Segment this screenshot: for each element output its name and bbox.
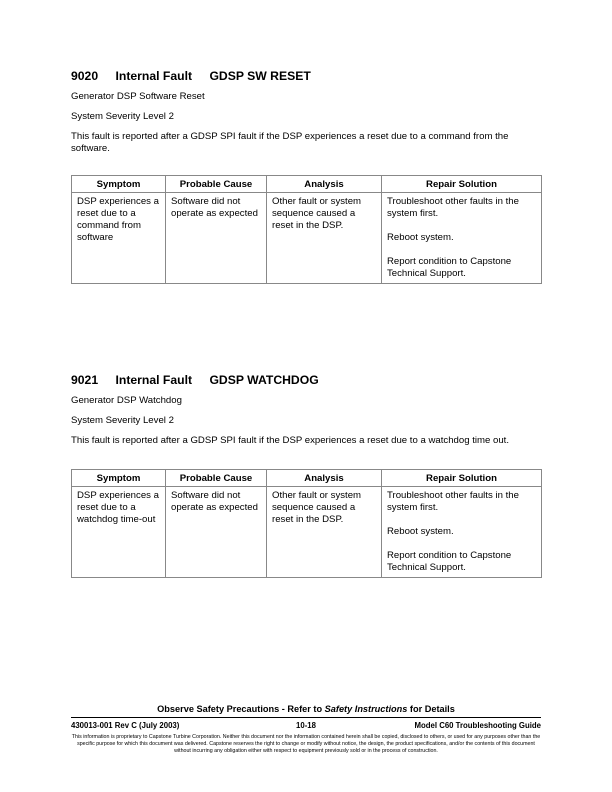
table-row — [72, 193, 542, 284]
fault-name: GDSP SW RESET — [209, 69, 311, 83]
cell-probable-cause: Software did not operate as expected — [166, 193, 267, 284]
safety-suffix: for Details — [407, 704, 455, 714]
header-symptom: Symptom — [72, 470, 166, 487]
safety-notice — [71, 704, 541, 714]
fault-description: Generator DSP Watchdog — [71, 395, 182, 406]
footer-divider — [71, 717, 541, 718]
fault-table — [71, 469, 542, 578]
header-probable-cause: Probable Cause — [166, 176, 267, 193]
fault-details: This fault is reported after a GDSP SPI fault if the DSP experiences a reset due to a command from the software. — [71, 131, 509, 154]
header-probable-cause: Probable Cause — [166, 470, 267, 487]
fault-heading — [71, 69, 541, 83]
fault-category: Internal Fault — [115, 69, 193, 83]
header-analysis: Analysis — [267, 176, 382, 193]
repair-step: Troubleshoot other faults in the system first. — [387, 490, 519, 513]
safety-prefix: Observe Safety Precautions - Refer to — [157, 704, 325, 714]
fault-name: GDSP WATCHDOG — [209, 373, 319, 387]
fault-table — [71, 175, 542, 284]
repair-step: Report condition to Capstone Technical Support. — [387, 256, 512, 279]
table-header-row — [72, 470, 542, 487]
proprietary-disclaimer: This information is proprietary to Capstone Turbine Corporation. Neither this document nor the information contained herein shall be copied, disclosed to others, or used for any purposes other than the specific purpose for which this document was delivered. Capstone reserves the right to change or modify without notice, the design, the product specifications, and/or the contents of this document without incurring any obligation either with respect to equipment previously sold or in the process of construction. — [71, 734, 541, 754]
table-header-row — [72, 176, 542, 193]
cell-repair-solution — [382, 487, 542, 578]
cell-probable-cause: Software did not operate as expected — [166, 487, 267, 578]
fault-severity: System Severity Level 2 — [71, 415, 174, 426]
cell-repair-solution — [382, 193, 542, 284]
header-analysis: Analysis — [267, 470, 382, 487]
header-repair-solution: Repair Solution — [382, 470, 542, 487]
footer-info-row — [71, 721, 541, 733]
fault-severity: System Severity Level 2 — [71, 111, 174, 122]
repair-step: Troubleshoot other faults in the system first. — [387, 196, 519, 219]
fault-description: Generator DSP Software Reset — [71, 91, 205, 102]
fault-code: 9021 — [71, 373, 99, 387]
cell-symptom: DSP experiences a reset due to a command from software — [72, 193, 166, 284]
fault-details: This fault is reported after a GDSP SPI fault if the DSP experiences a reset due to a watchdog time out. — [71, 435, 509, 446]
fault-heading — [71, 373, 541, 387]
doc-number: 430013-001 Rev C (July 2003) — [71, 721, 180, 730]
fault-code: 9020 — [71, 69, 99, 83]
safety-instructions-ref: Safety Instructions — [324, 704, 408, 714]
cell-symptom: DSP experiences a reset due to a watchdog time-out — [72, 487, 166, 578]
cell-analysis: Other fault or system sequence caused a reset in the DSP. — [267, 487, 382, 578]
table-row — [72, 487, 542, 578]
header-symptom: Symptom — [72, 176, 166, 193]
fault-section-9020 — [71, 69, 541, 284]
guide-title: Model C60 Troubleshooting Guide — [414, 721, 541, 730]
fault-category: Internal Fault — [115, 373, 193, 387]
page-number: 10-18 — [296, 721, 316, 730]
header-repair-solution: Repair Solution — [382, 176, 542, 193]
repair-step: Reboot system. — [387, 526, 454, 537]
cell-analysis: Other fault or system sequence caused a reset in the DSP. — [267, 193, 382, 284]
repair-step: Reboot system. — [387, 232, 454, 243]
repair-step: Report condition to Capstone Technical Support. — [387, 550, 512, 573]
fault-section-9021 — [71, 373, 541, 578]
